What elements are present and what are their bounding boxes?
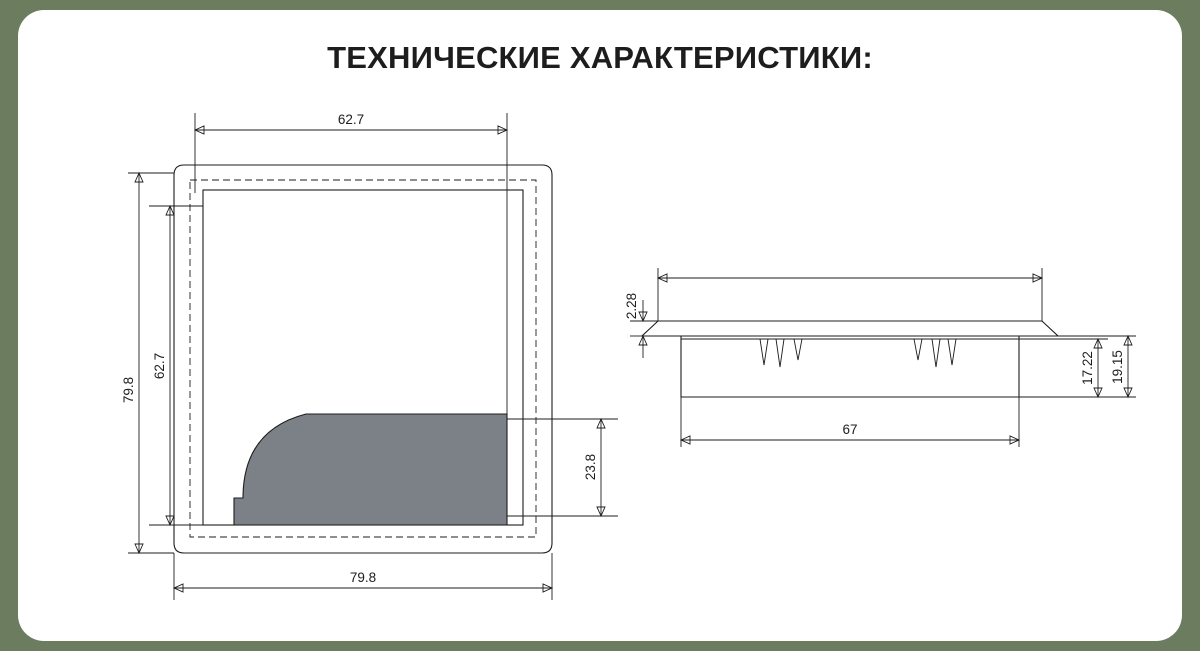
dim-label-bottom-width: 79.8 (349, 570, 377, 585)
dim-label-body-height: 17.22 (1080, 351, 1095, 385)
side-view-fin-3 (794, 339, 802, 360)
dim-label-side-width: 67 (842, 422, 858, 437)
side-view-fin-6 (948, 339, 956, 365)
technical-drawing (18, 10, 1182, 641)
dim-label-total-height: 19.15 (1110, 350, 1125, 384)
page-title: ТЕХНИЧЕСКИЕ ХАРАКТЕРИСТИКИ: (327, 40, 873, 75)
dim-label-outer-height: 79.8 (121, 376, 136, 404)
side-view-fin-1 (760, 339, 768, 365)
side-view-flange (642, 321, 1058, 336)
side-view-fin-5 (932, 339, 940, 367)
side-view-body (681, 336, 1019, 397)
top-view-gray-cutout (234, 414, 507, 525)
dim-label-gray-height: 23.8 (583, 453, 598, 481)
diagram-card (18, 10, 1182, 641)
side-view-fin-2 (776, 339, 784, 367)
dim-label-flange-thickness: 2.28 (624, 292, 639, 320)
dim-label-inner-height: 62.7 (152, 352, 167, 380)
side-view-fin-4 (914, 339, 922, 360)
dim-label-top-width: 62.7 (337, 112, 365, 127)
